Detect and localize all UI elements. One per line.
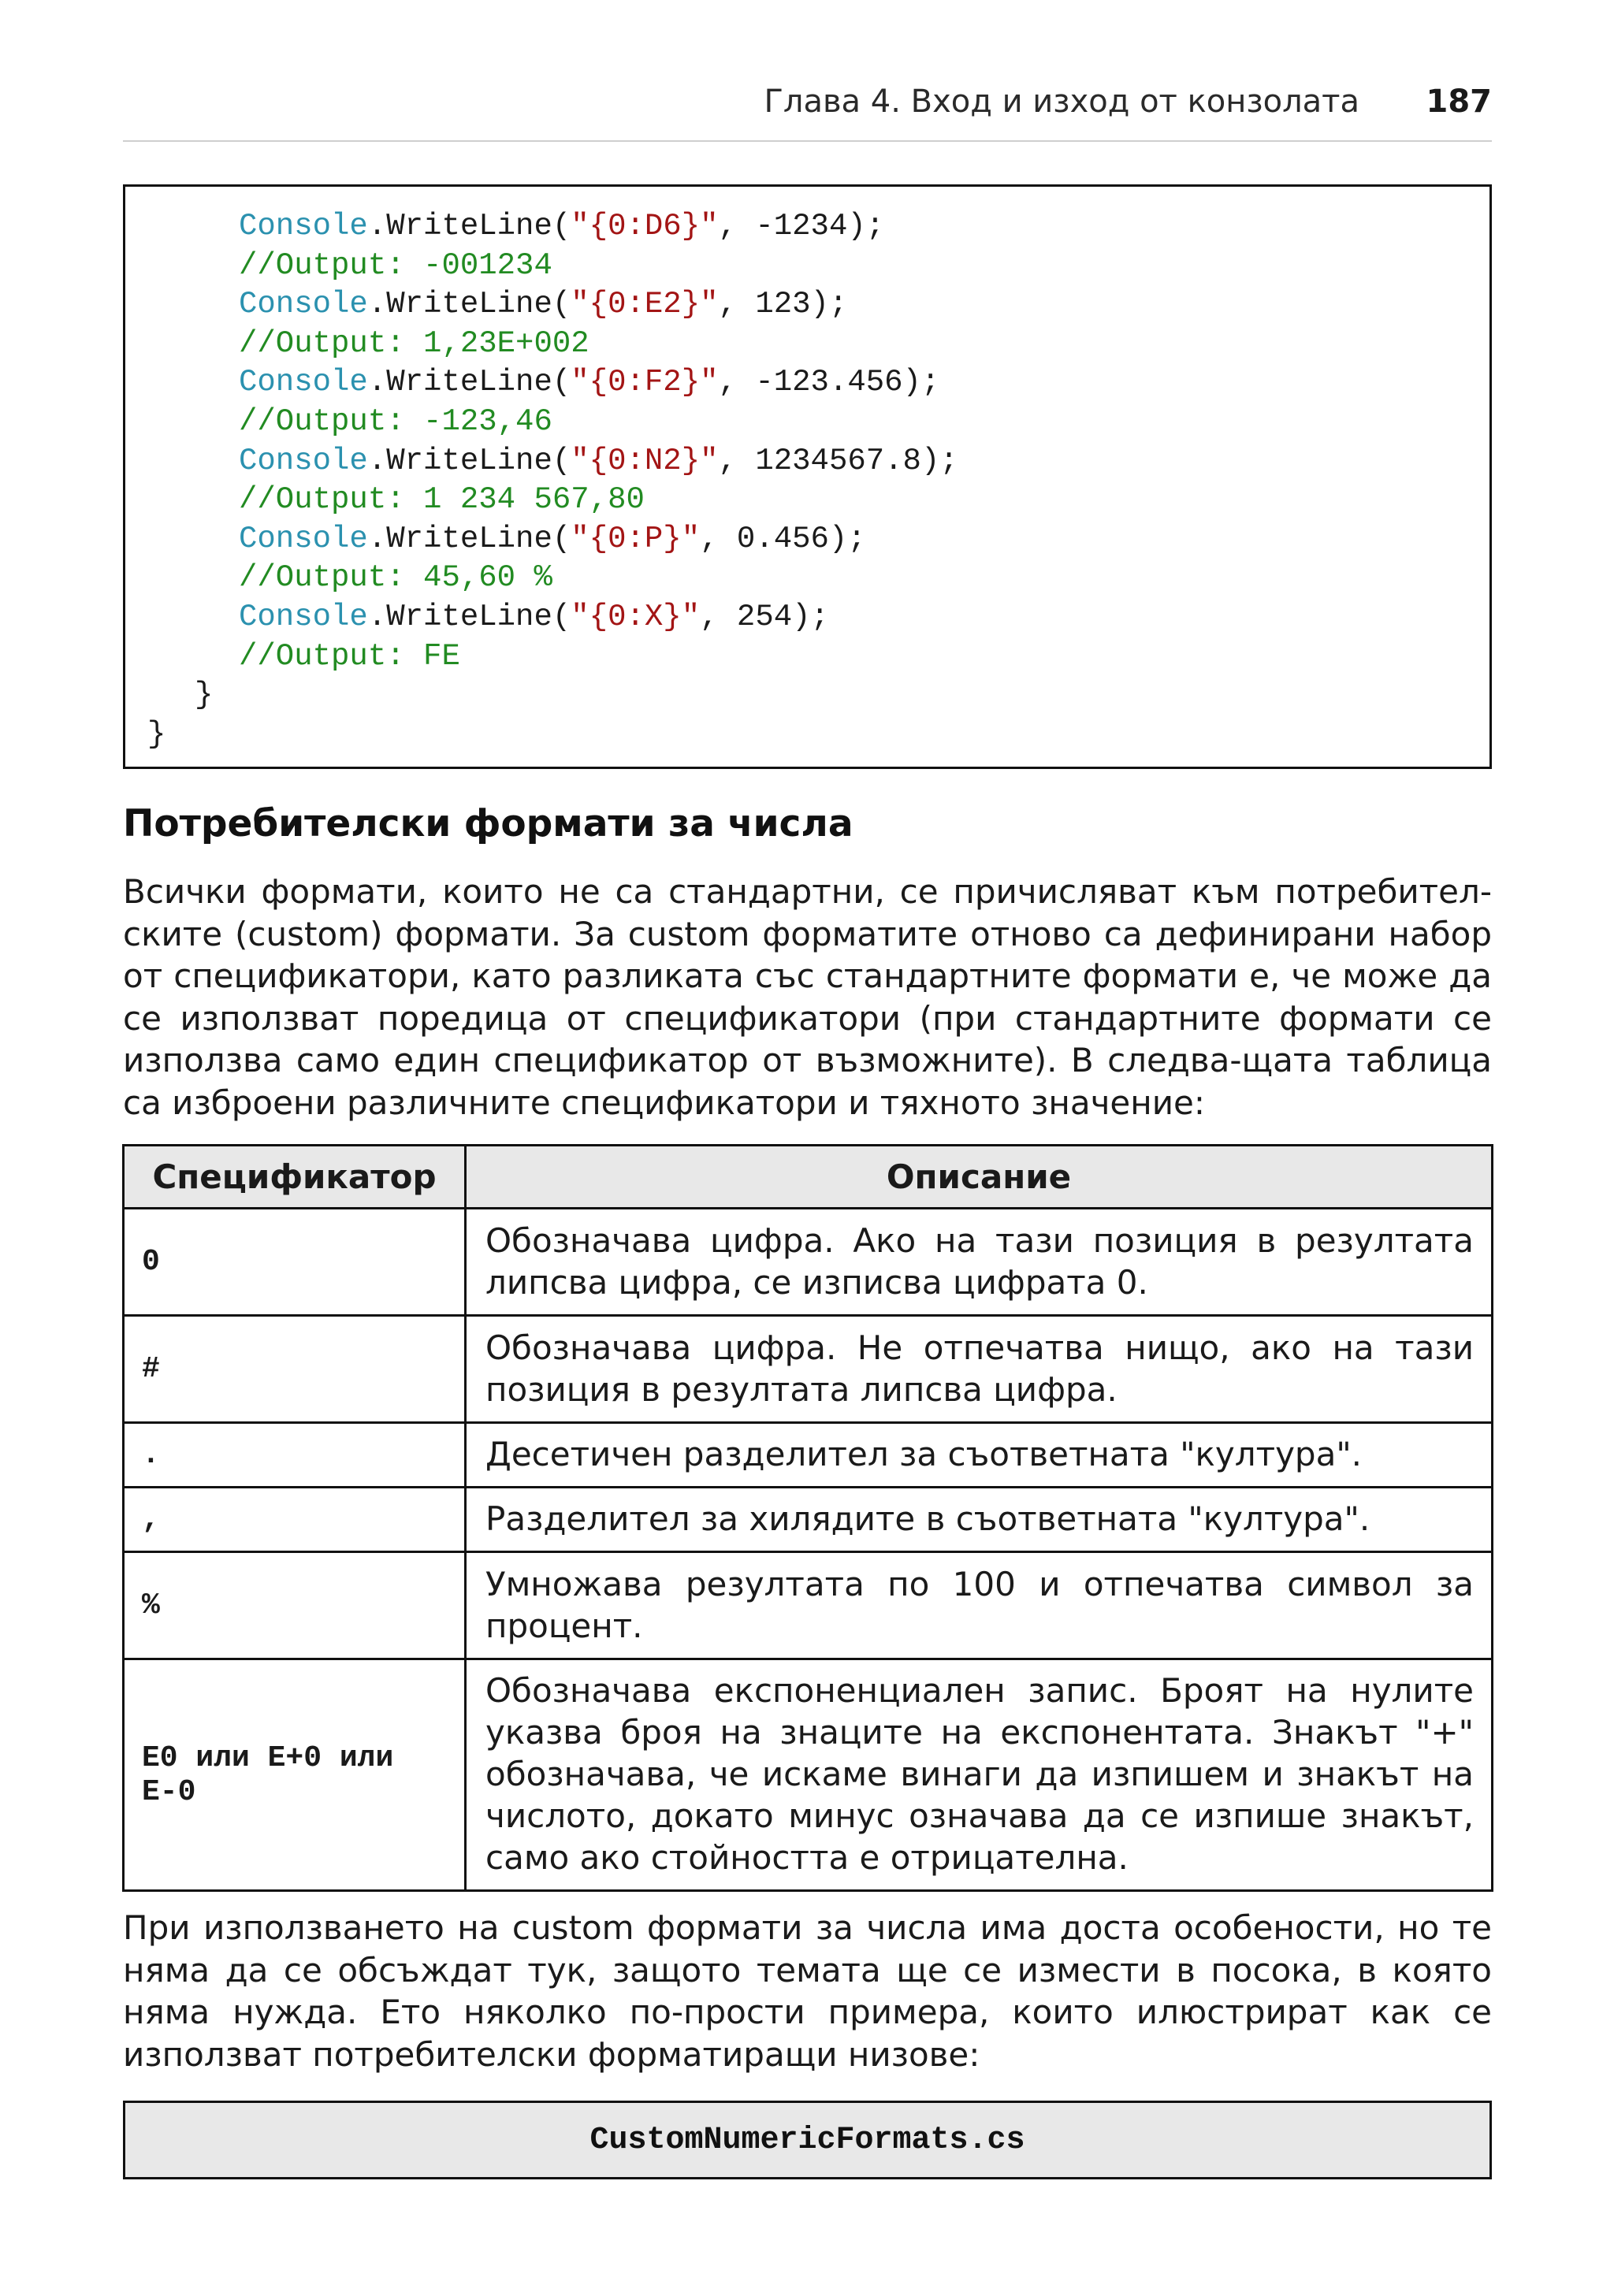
file-name: CustomNumericFormats.cs [589,2122,1025,2158]
code-token: .WriteLine( [367,209,571,243]
table-header-row [124,1146,1493,1209]
code-token: , -1234); [718,209,885,243]
code-token: } [147,716,166,752]
code-token: Console [239,209,368,243]
specifier-cell: % [124,1552,466,1659]
description-cell: Умножава резултата по 100 и отпечатва символ за процент. [466,1552,1493,1659]
code-token: .WriteLine( [367,521,571,556]
code-token: Console [239,521,368,556]
code-token: //Output: FE [239,638,460,674]
header-description: Описание [466,1146,1493,1209]
code-token: .WriteLine( [367,600,571,634]
code-token: , -123.456); [718,365,940,400]
specifier-table [122,1144,1493,1892]
section-heading: Потребителски формати за числа [123,802,853,845]
specifier-cell: . [124,1423,466,1488]
code-token: } [195,678,214,713]
code-token: //Output: 1 234 567,80 [239,482,645,518]
code-line [239,284,847,324]
page-number: 187 [1426,84,1492,120]
table-row [124,1209,1493,1316]
page-header [123,79,1492,142]
code-line [239,324,589,363]
code-line [239,441,958,481]
code-token: , 0.456); [700,521,866,556]
specifier-cell: , [124,1488,466,1552]
code-token: //Output: 1,23E+002 [239,325,589,361]
description-cell: Обозначава цифра. Ако на тази позиция в резултата липсва цифра, се изписва цифрата 0. [466,1209,1493,1316]
code-token: //Output: -001234 [239,247,552,283]
specifier-cell: # [124,1316,466,1423]
table-row [124,1552,1493,1659]
code-line [239,362,939,402]
table-row [124,1488,1493,1552]
code-line [239,402,552,441]
code-line [239,637,460,676]
code-line [239,597,829,637]
description-cell: Обозначава експоненциален запис. Броят на нулите указва броя на знаците на експонентата. Знакът "+" обозначава, че искаме винаги да изпишем и знакът на числото, докато минус означава да се изпише знакът, само ако стойността е отрицателна. [466,1659,1493,1891]
description-cell: Разделител за хилядите в съответната "култура". [466,1488,1493,1552]
intro-paragraph: Всички формати, които не са стандартни, се причисляват към потребител-ските (custom) формати. За custom форматите отново са дефинирани набор от спецификатори, като разликата със стандартните формати е, че може да се използват поредица от спецификатори (при стандартните формати се използва само един спецификатор от възможните). В следва-щата таблица са изброени различните спецификатори и тяхното значение: [123,872,1492,1122]
description-cell: Десетичен разделител за съответната "култура". [466,1423,1493,1488]
table-row [124,1659,1493,1891]
specifier-cell: 0 [124,1209,466,1316]
code-token: "{0:P}" [571,521,701,556]
code-line [147,715,165,754]
code-token: , 254); [700,600,829,634]
code-listing [123,184,1492,769]
chapter-title: Глава 4. Вход и изход от конзолата [764,84,1359,120]
code-token: //Output: 45,60 % [239,560,552,596]
code-token: .WriteLine( [367,287,571,322]
code-line [239,206,884,246]
code-line [239,480,645,519]
specifier-cell: E0 или E+0 или E-0 [124,1659,466,1891]
code-token: Console [239,365,368,400]
code-token: , 1234567.8); [718,443,958,478]
code-token: , 123); [718,287,848,322]
code-line [195,675,213,715]
closing-paragraph: При използването на custom формати за числа има доста особености, но те няма да се обсъждат тук, защото темата ще се измести в посока, в която няма нужда. Ето няколко по-прости примера, които илюстрират как се използват потребителски форматиращи низове: [123,1908,1492,2074]
code-token: Console [239,443,368,478]
code-token: "{0:N2}" [571,443,719,478]
code-token: //Output: -123,46 [239,404,552,439]
code-token: "{0:F2}" [571,365,719,400]
description-cell: Обозначава цифра. Не отпечатва нищо, ако на тази позиция в резултата липсва цифра. [466,1316,1493,1423]
code-line [239,558,552,597]
code-token: Console [239,287,368,322]
code-token: .WriteLine( [367,443,571,478]
code-token: .WriteLine( [367,365,571,400]
header-specifier: Спецификатор [124,1146,466,1209]
code-token: "{0:D6}" [571,209,719,243]
code-token: Console [239,600,368,634]
code-line [239,246,552,285]
code-file-header [123,2101,1492,2179]
code-token: "{0:X}" [571,600,701,634]
table-row [124,1316,1493,1423]
table-row [124,1423,1493,1488]
code-token: "{0:E2}" [571,287,719,322]
code-line [239,519,866,559]
